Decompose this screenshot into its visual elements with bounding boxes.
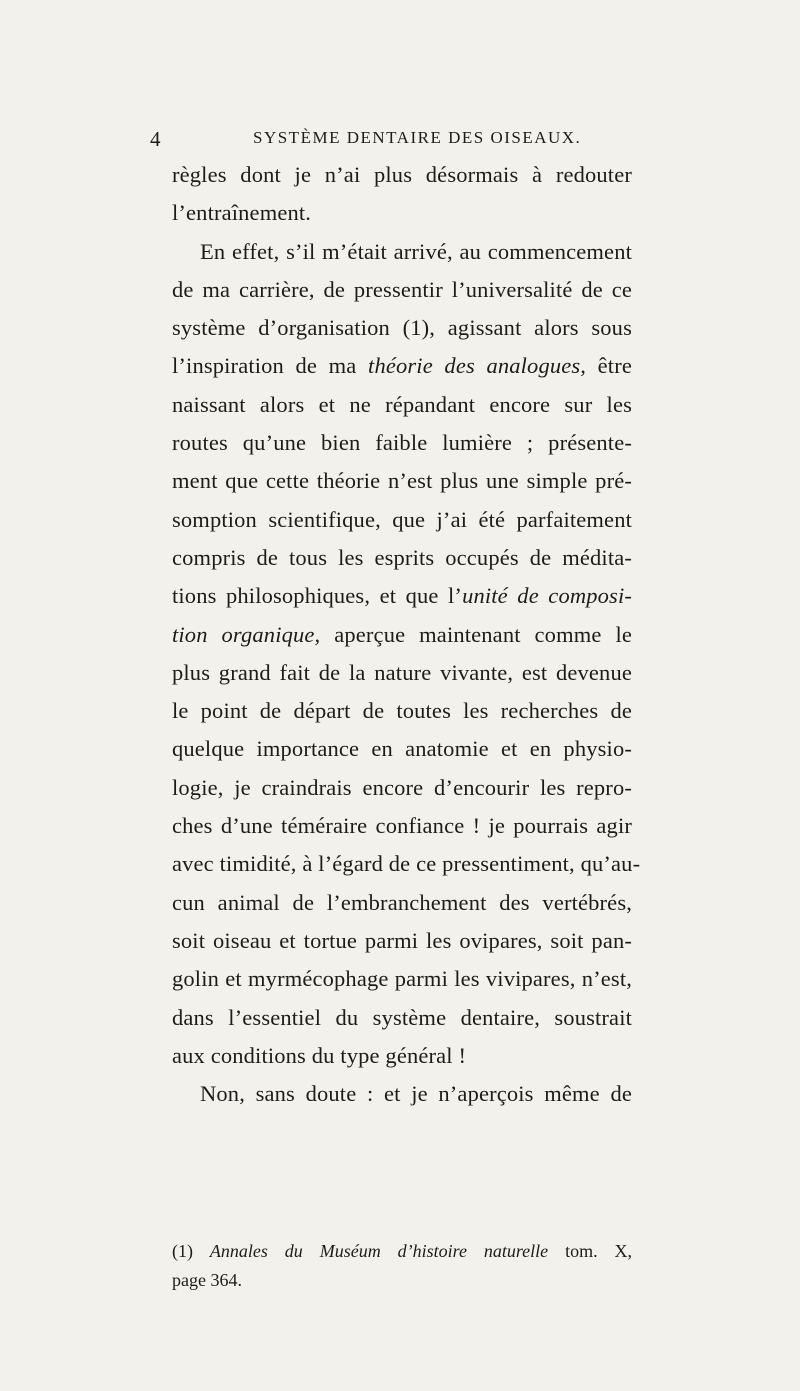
- italic-phrase: théorie des analogues,: [368, 353, 587, 379]
- text-line: quelque importance en anatomie et en physio-: [172, 736, 632, 762]
- footnote: [172, 1237, 632, 1295]
- text-line: logie, je craindrais encore d’encourir les repro-: [172, 774, 632, 800]
- text-line: ment que cette théorie n’est plus une simple pré-: [172, 468, 632, 494]
- text-line: l’entraînement.: [172, 200, 312, 226]
- text-line: Non, sans doute : et je n’aperçois même de: [200, 1081, 632, 1107]
- italic-phrase: tion organique,: [172, 621, 321, 647]
- page-number: 4: [150, 127, 162, 151]
- text-line: tion organique, aperçue maintenant comme le: [172, 621, 632, 647]
- text-line: de ma carrière, de pressentir l’universalité de ce: [172, 276, 632, 302]
- text-line: aux conditions du type général !: [172, 1042, 467, 1068]
- text-line: cun animal de l’embranchement des vertébrés,: [172, 889, 632, 915]
- page-header: [150, 127, 690, 157]
- text-line: routes qu’une bien faible lumière ; présente-: [172, 430, 632, 456]
- text-line: golin et myrmécophage parmi les vivipares, n’est,: [172, 966, 632, 992]
- text-line: naissant alors et ne répandant encore sur les: [172, 391, 632, 417]
- text-line: le point de départ de toutes les recherches de: [172, 698, 632, 724]
- text-line: avec timidité, à l’égard de ce pressentiment, qu’au-: [172, 851, 641, 877]
- footnote-line: (1) Annales du Muséum d’histoire naturelle tom. X,: [172, 1241, 632, 1261]
- running-title: SYSTÈME DENTAIRE DES OISEAUX.: [253, 128, 582, 147]
- text-line: règles dont je n’ai plus désormais à redouter: [172, 162, 632, 187]
- text-line: système d’organisation (1), agissant alors sous: [172, 315, 632, 341]
- text-line: l’inspiration de ma théorie des analogues, être: [172, 353, 632, 379]
- italic-phrase: Annales du Muséum d’histoire naturelle: [209, 1241, 549, 1261]
- footnote-line: page 364.: [172, 1270, 242, 1290]
- text-line: plus grand fait de la nature vivante, est devenue: [172, 659, 632, 685]
- text-line: compris de tous les esprits occupés de médita-: [172, 544, 632, 570]
- italic-phrase: unité de composi-: [462, 583, 632, 609]
- text-line: somption scientifique, que j’ai été parfaitement: [172, 506, 632, 532]
- text-line: En effet, s’il m’était arrivé, au commencement: [200, 238, 632, 264]
- text-line: dans l’essentiel du système dentaire, soustrait: [172, 1004, 632, 1030]
- text-line: ches d’une téméraire confiance ! je pourrais agir: [172, 813, 632, 839]
- text-line: soit oiseau et tortue parmi les ovipares, soit pan-: [172, 927, 632, 953]
- body-text: [172, 156, 641, 1113]
- text-line: tions philosophiques, et que l’unité de composi-: [172, 583, 632, 609]
